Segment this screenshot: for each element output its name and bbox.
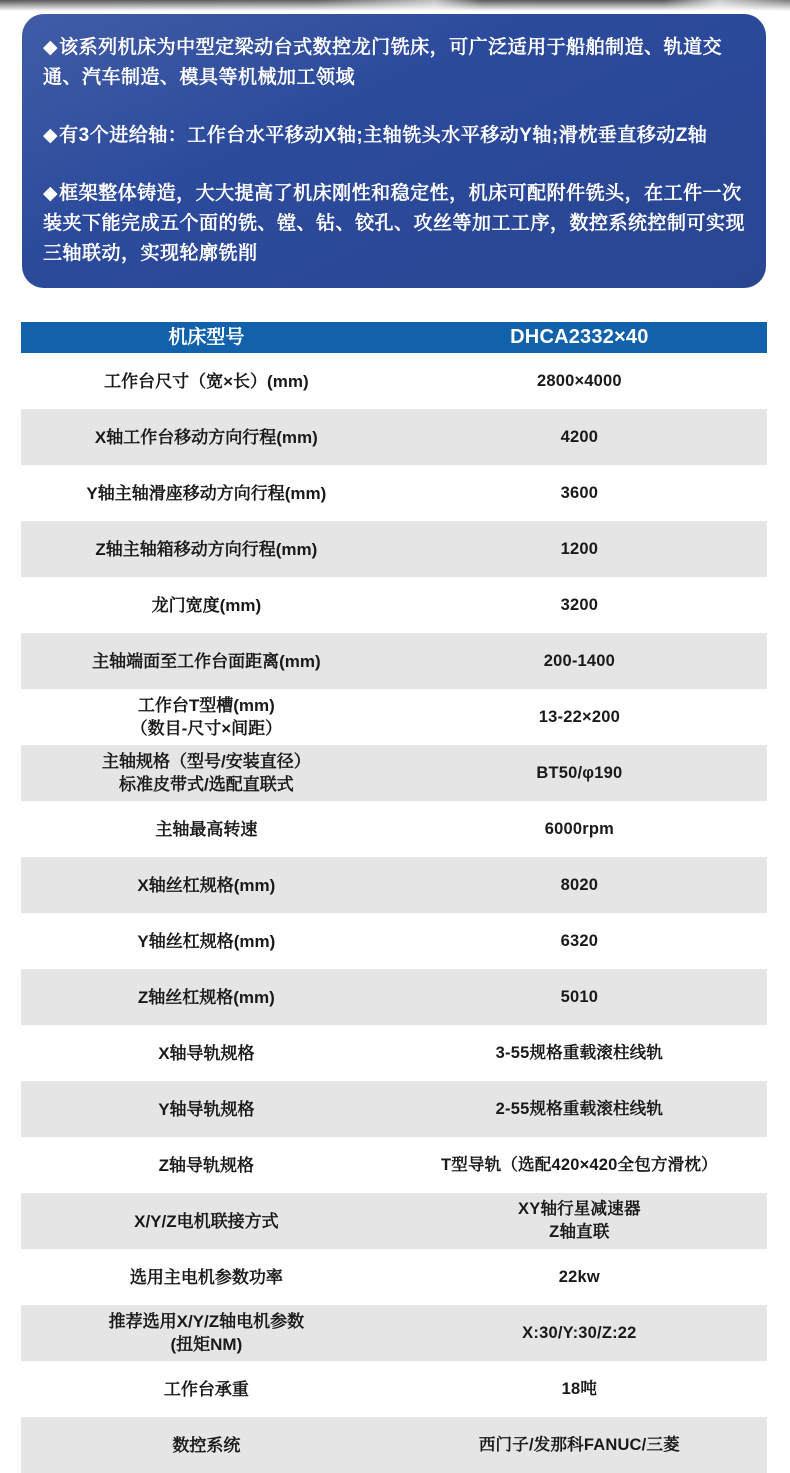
spec-value (392, 1025, 767, 1081)
text-line: 推荐选用X/Y/Z轴电机参数 (108, 1312, 305, 1331)
text-line: XY轴行星减速器 (518, 1200, 641, 1218)
spec-value (392, 409, 767, 465)
spec-value (392, 1417, 767, 1473)
text-line: 3200 (560, 595, 599, 614)
text-line: 8020 (560, 875, 599, 894)
text-line: 工作台T型槽(mm) (137, 696, 275, 715)
intro-paragraph-text: 有3个进给轴：工作台水平移动X轴;主轴铣头水平移动Y轴;滑枕垂直移动Z轴 (59, 125, 708, 146)
text-line: Z轴主轴箱移动方向行程(mm) (95, 539, 318, 559)
spec-label (21, 1249, 392, 1305)
spec-value (392, 969, 767, 1025)
spec-label (21, 1081, 392, 1137)
spec-row (21, 1137, 767, 1193)
text-line: 13-22×200 (538, 707, 620, 726)
diamond-bullet-icon: ◆ (43, 125, 59, 146)
spec-value (392, 1305, 767, 1361)
spec-value (392, 913, 767, 969)
spec-label (21, 745, 392, 801)
spec-row (21, 409, 767, 465)
text-line: Y轴导轨规格 (158, 1099, 255, 1119)
spec-row (21, 801, 767, 857)
intro-paragraph-text: 框架整体铸造，大大提高了机床刚性和稳定性，机床可配附件铣头，在工件一次装夹下能完成五个面的铣、镗、钻、铰孔、攻丝等加工工序，数控系统控制可实现三轴联动，实现轮廓铣削 (43, 183, 746, 264)
spec-row (21, 969, 767, 1025)
spec-label (21, 1137, 392, 1193)
spec-row (21, 1025, 767, 1081)
text-line: 22kw (558, 1267, 600, 1286)
spec-label (21, 1305, 392, 1361)
spec-label (21, 801, 392, 857)
spec-row (21, 353, 767, 409)
spec-row (21, 465, 767, 521)
text-line: 工作台承重 (163, 1379, 249, 1399)
spec-label (21, 409, 392, 465)
text-line: 主轴端面至工作台面距离(mm) (92, 651, 321, 671)
spec-label (21, 577, 392, 633)
spec-label (21, 353, 392, 409)
text-line: 5010 (560, 987, 599, 1006)
text-line: 主轴最高转速 (155, 819, 258, 839)
spec-value (392, 857, 767, 913)
spec-table (21, 322, 767, 1473)
text-line: X轴丝杠规格(mm) (137, 875, 276, 895)
intro-panel (22, 14, 766, 288)
spec-row (21, 913, 767, 969)
text-line: 龙门宽度(mm) (151, 595, 262, 615)
spec-row (21, 1417, 767, 1473)
text-line: 6000rpm (544, 819, 614, 838)
spec-row (21, 1193, 767, 1249)
spec-label (21, 521, 392, 577)
text-line: 3-55规格重载滚柱线轨 (495, 1043, 664, 1062)
spec-value (392, 1193, 767, 1249)
text-line: Z轴导轨规格 (158, 1155, 255, 1175)
spec-label (21, 969, 392, 1025)
model-header-value: DHCA2332×40 (510, 326, 649, 348)
text-line: (扭矩NM) (170, 1335, 243, 1354)
spec-row (21, 1361, 767, 1417)
spec-row (21, 1305, 767, 1361)
spec-value (392, 689, 767, 745)
text-line: 工作台尺寸（宽×长）(mm) (104, 371, 309, 391)
text-line: X:30/Y:30/Z:22 (522, 1323, 637, 1342)
spec-table-body (21, 353, 767, 1473)
spec-label (21, 465, 392, 521)
spec-value (392, 633, 767, 689)
spec-label (21, 857, 392, 913)
spec-value (392, 801, 767, 857)
spec-row (21, 1081, 767, 1137)
diamond-bullet-icon: ◆ (43, 183, 59, 204)
spec-row (21, 577, 767, 633)
spec-value (392, 465, 767, 521)
text-line: BT50/φ190 (536, 763, 623, 782)
text-line: 主轴规格（型号/安装直径） (102, 752, 311, 771)
spec-label (21, 1025, 392, 1081)
spec-label (21, 913, 392, 969)
spec-label (21, 633, 392, 689)
spec-label (21, 1417, 392, 1473)
text-line: 1200 (560, 539, 599, 558)
spec-value (392, 521, 767, 577)
intro-paragraph (43, 179, 760, 269)
text-line: X/Y/Z电机联接方式 (134, 1211, 279, 1231)
spec-row (21, 1249, 767, 1305)
text-line: 选用主电机参数功率 (129, 1267, 283, 1287)
spec-value (392, 577, 767, 633)
text-line: X轴工作台移动方向行程(mm) (94, 427, 318, 447)
model-header-label: 机床型号 (168, 327, 245, 348)
text-line: 4200 (560, 427, 599, 446)
intro-paragraph (43, 33, 760, 93)
spec-row (21, 521, 767, 577)
text-line: 2800×4000 (536, 371, 622, 390)
text-line: 标准皮带式/选配直联式 (119, 775, 294, 794)
text-line: 200-1400 (543, 651, 616, 670)
text-line: 2-55规格重载滚柱线轨 (495, 1099, 664, 1118)
spec-value (392, 1249, 767, 1305)
text-line: 3600 (560, 483, 599, 502)
text-line: T型导轨（选配420×420全包方滑枕） (440, 1155, 718, 1174)
spec-label (21, 1361, 392, 1417)
spec-row (21, 633, 767, 689)
text-line: Z轴丝杠规格(mm) (137, 987, 275, 1007)
text-line: 18吨 (561, 1379, 598, 1398)
text-line: Z轴直联 (549, 1223, 610, 1241)
spec-label (21, 689, 392, 745)
text-line: Y轴主轴滑座移动方向行程(mm) (86, 483, 327, 503)
text-line: X轴导轨规格 (158, 1043, 255, 1063)
text-line: 数控系统 (172, 1435, 241, 1455)
text-line: （数目-尺寸×间距） (130, 719, 283, 738)
text-line: 6320 (560, 931, 599, 950)
intro-paragraph-text: 该系列机床为中型定梁动台式数控龙门铣床，可广泛适用于船舶制造、轨道交通、汽车制造、模具等机械加工领域 (43, 37, 723, 88)
spec-table-header (21, 322, 767, 353)
diamond-bullet-icon: ◆ (43, 37, 59, 58)
text-line: Y轴丝杠规格(mm) (137, 931, 276, 951)
spec-value (392, 1081, 767, 1137)
spec-row (21, 745, 767, 801)
spec-row (21, 857, 767, 913)
text-line: 西门子/发那科FANUC/三菱 (478, 1435, 680, 1454)
top-edge-shadow (0, 0, 790, 12)
intro-paragraph (43, 121, 760, 151)
spec-label (21, 1193, 392, 1249)
spec-value (392, 1137, 767, 1193)
spec-row (21, 689, 767, 745)
spec-value (392, 353, 767, 409)
spec-value (392, 745, 767, 801)
spec-value (392, 1361, 767, 1417)
